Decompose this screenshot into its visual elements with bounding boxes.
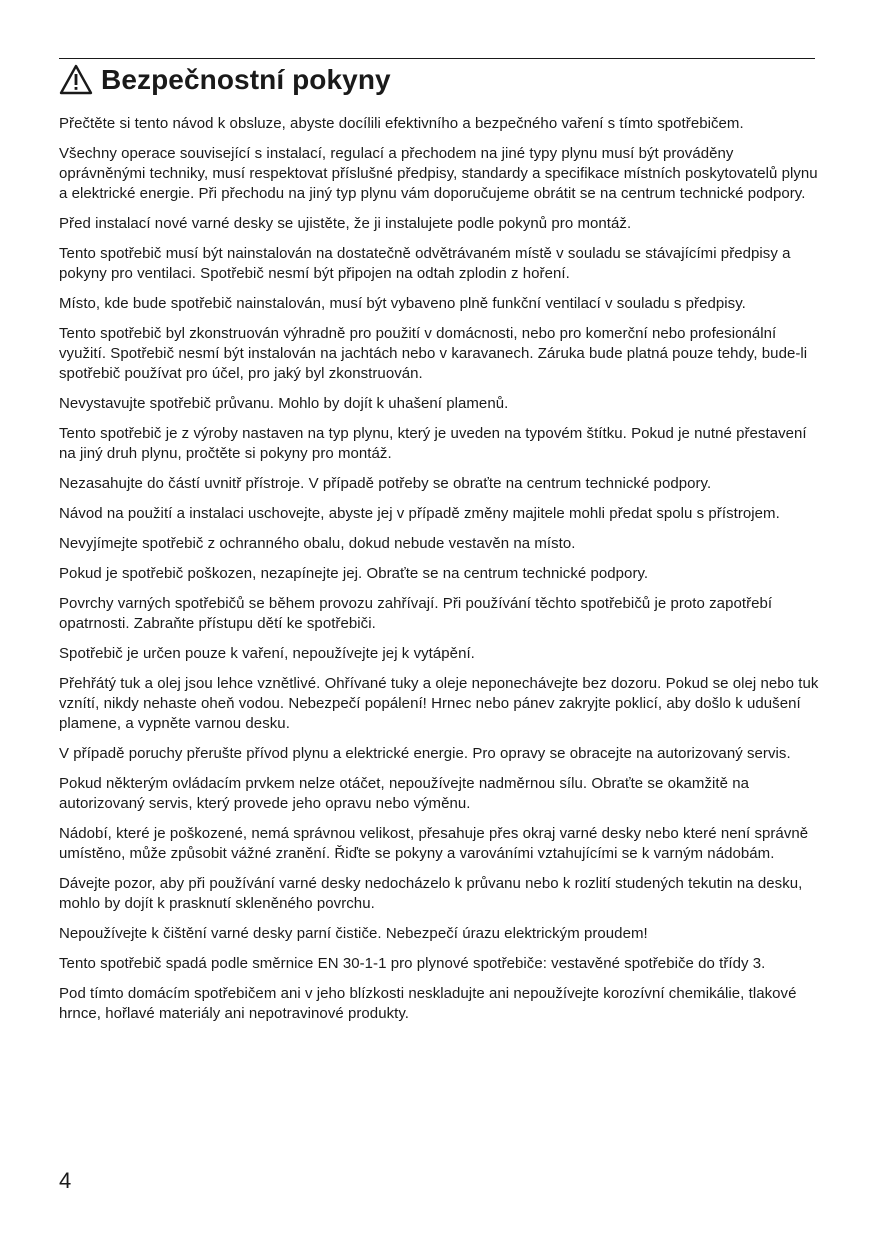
paragraph: Nevyjímejte spotřebič z ochranného obalu, dokud nebude vestavěn na místo. [59,535,576,552]
paragraph: Tento spotřebič musí být nainstalován na dostatečně odvětrávaném místě v souladu se stávajícími předpisy a pokyny pro ventilaci. Spotřebič nesmí být připojen na odtah zplodin z hoření. [59,245,791,282]
paragraph-list [59,114,819,1034]
paragraph: Pokud je spotřebič poškozen, nezapínejte jej. Obraťte se na centrum technické podpory. [59,565,649,582]
paragraph: Tento spotřebič spadá podle směrnice EN 30-1-1 pro plynové spotřebiče: vestavěné spotřebiče do třídy 3. [59,955,766,972]
paragraph: Přečtěte si tento návod k obsluze, abyste docílili efektivního a bezpečného vaření s tímto spotřebičem. [59,115,744,132]
paragraph: Návod na použití a instalaci uschovejte, abyste jej v případě změny majitele mohli předat spolu s přístrojem. [59,505,780,522]
warning-triangle-icon [59,64,93,96]
section-heading [59,62,391,98]
paragraph: Nepoužívejte k čištění varné desky parní čističe. Nebezpečí úrazu elektrickým proudem! [59,925,648,942]
paragraph: Pokud některým ovládacím prvkem nelze otáčet, nepoužívejte nadměrnou sílu. Obraťte se okamžitě na autorizovaný servis, který provede jeho opravu nebo výměnu. [59,775,749,812]
page-number: 4 [59,1168,72,1193]
paragraph: V případě poruchy přerušte přívod plynu a elektrické energie. Pro opravy se obracejte na autorizovaný servis. [59,745,791,762]
paragraph: Spotřebič je určen pouze k vaření, nepoužívejte jej k vytápění. [59,645,475,662]
paragraph: Před instalací nové varné desky se ujistěte, že ji instalujete podle pokynů pro montáž. [59,215,632,232]
paragraph: Přehřátý tuk a olej jsou lehce vznětlivé. Ohřívané tuky a oleje neponechávejte bez dozoru. Pokud se olej nebo tuk vznítí, nikdy nehaste oheň vodou. Nebezpečí popálení! Hrnec nebo pánev zakryjte poklicí, aby došlo k udušení plamene, a vypněte varnou desku. [59,675,819,732]
paragraph: Nezasahujte do částí uvnitř přístroje. V případě potřeby se obraťte na centrum technické podpory. [59,475,712,492]
paragraph: Tento spotřebič je z výroby nastaven na typ plynu, který je uveden na typovém štítku. Pokud je nutné přestavení na jiný druh plynu, pročtěte si pokyny pro montáž. [59,425,807,462]
top-rule [59,58,815,59]
page-title: Bezpečnostní pokyny [101,64,391,95]
paragraph: Pod tímto domácím spotřebičem ani v jeho blízkosti neskladujte ani nepoužívejte korozívní chemikálie, tlakové hrnce, hořlavé materiály ani nepotravinové produkty. [59,985,797,1022]
paragraph: Místo, kde bude spotřebič nainstalován, musí být vybaveno plně funkční ventilací v souladu s předpisy. [59,295,746,312]
paragraph: Povrchy varných spotřebičů se během provozu zahřívají. Při používání těchto spotřebičů je proto zapotřebí opatrnosti. Zabraňte přístupu dětí ke spotřebiči. [59,595,773,632]
paragraph: Nevystavujte spotřebič průvanu. Mohlo by dojít k uhašení plamenů. [59,395,509,412]
paragraph: Tento spotřebič byl zkonstruován výhradně pro použití v domácnosti, nebo pro komerční nebo profesionální využití. Spotřebič nesmí být instalován na jachtách nebo v karavanech. Záruka bude platná pouze tehdy, bude-li spotřebič používat pro účel, pro jaký byl zkonstruován. [59,325,808,382]
paragraph: Všechny operace související s instalací, regulací a přechodem na jiné typy plynu musí být prováděny oprávněnými techniky, musí respektovat příslušné předpisy, standardy a specifikace místních poskytovatelů plynu a elektrické energie. Při přechodu na jiný typ plynu vám doporučujeme obrátit se na centrum technické podpory. [59,145,818,202]
paragraph: Dávejte pozor, aby při používání varné desky nedocházelo k průvanu nebo k rozlití studených tekutin na desku, mohlo by dojít k prasknutí skleněného povrchu. [59,875,803,912]
paragraph: Nádobí, které je poškozené, nemá správnou velikost, přesahuje přes okraj varné desky nebo které není správně umístěno, může způsobit vážné zranění. Řiďte se pokyny a varováními vztahujícími se k varným nádobám. [59,825,809,862]
